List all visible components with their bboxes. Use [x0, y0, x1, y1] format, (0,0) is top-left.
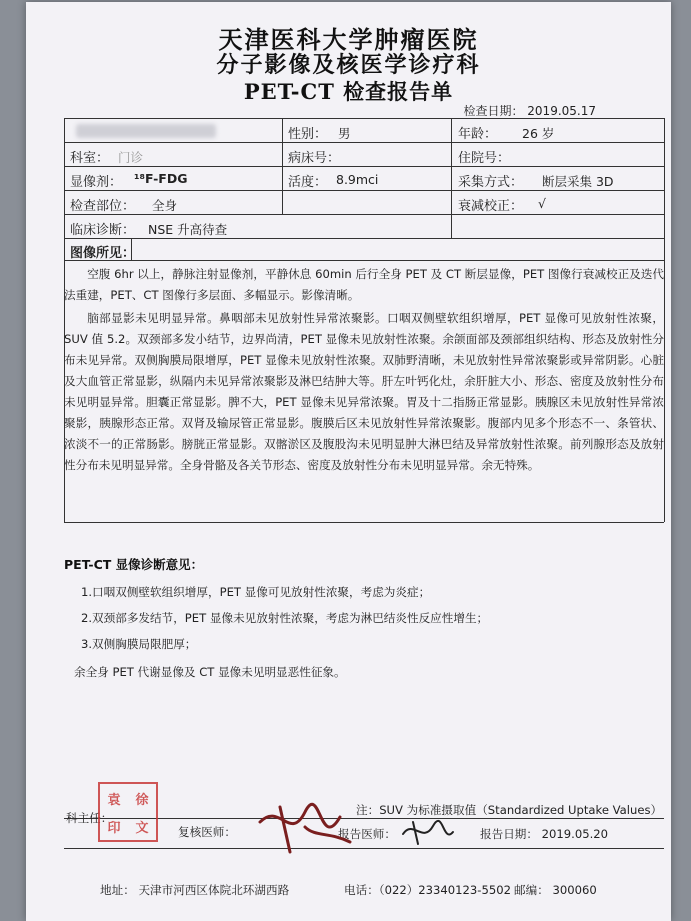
diagnosis-title: PET-CT 显像诊断意见：: [64, 557, 204, 572]
reviewer-label: 复核医师：: [178, 825, 236, 839]
report-date: 报告日期： 2019.05.20: [480, 827, 609, 841]
table-row-divider: [64, 190, 664, 191]
table-col-divider: [282, 118, 283, 214]
doctor-seal-stamp: [98, 782, 158, 842]
seal-char: 印: [107, 820, 121, 836]
findings-paragraph-1: 空腹 6hr 以上，静脉注射显像剂，平静休息 60min 后行全身 PET 及 CT 断层显像，PET 图像行衰减校正及迭代法重建，PET、CT 图像行多层面、多幅显示。影像清晰。: [64, 267, 664, 302]
reviewer-signature: [250, 792, 360, 862]
clinical-label: 临床诊断：: [70, 223, 136, 238]
clinical-value: NSE 升高待查: [148, 222, 228, 237]
atten-label: 衰减校正：: [458, 199, 524, 214]
table-border-right: [664, 118, 665, 522]
diagnosis-item-2: 2.双颈部多发结节，PET 显像未见放射性浓聚，考虑为淋巴结炎性反应性增生；: [81, 611, 489, 625]
address: 地址： 天津市河西区体院北环湖西路: [100, 883, 290, 897]
age-label: 年龄：: [458, 127, 498, 142]
table-row-divider: [64, 214, 664, 215]
seal-char: 徐: [135, 792, 149, 808]
report-title: PET-CT 检查报告单: [243, 79, 454, 104]
dept-value: 门诊: [118, 150, 144, 165]
atten-value: √: [538, 196, 546, 211]
table-border-top: [64, 118, 664, 119]
hospital-name: 天津医科大学肿瘤医院: [218, 25, 479, 54]
diagnosis-item-3: 3.双侧胸膜局限肥厚；: [81, 637, 197, 651]
supervisor-label: 科主任：: [66, 811, 113, 825]
findings-paragraph-2: 脑部显影未见明显异常。鼻咽部未见放射性异常浓聚影。口咽双侧壁软组织增厚，PET 显像可见放射性浓聚，SUV 值 5.2。双颈部多发小结节，边界尚清，PET 显像未见放射性浓聚。余颌面部及颈部组织结构、形态及放射性分布未见异常。双侧胸膜局限增厚，PET 显像未见放射性浓聚。双肺野清晰，未见放射性异常浓聚影或异常阴影。心脏及大血管正常显影，纵隔内未见异常浓聚影及淋巴结肿大等。肝左叶钙化灶，余肝脏大小、形态、密度及放射性分布未见明显异常。胆囊正常显影。脾不大，PET 显像未见异常浓聚。胃及十二指肠正常显影。胰腺区未见放射性异常浓聚影，胰腺形态正常。双肾及输尿管正常显影。腹膜后区未见放射性异常浓聚影。腹部内见多个形态不一、条管状、浓淡不一的正常肠影。膀胱正常显影。双髂淤区及腹股沟未见明显肿大淋巴结及异常放射性浓聚。前列腺形态及放射性分布未见明显异常。全身骨骼及各关节形态、密度及放射性分布未见明显异常。余无特殊。: [64, 311, 664, 472]
reporter-signature: [398, 814, 458, 850]
activity-value: 8.9mci: [336, 172, 379, 187]
site-value: 全身: [152, 198, 178, 213]
footer-divider: [64, 848, 664, 849]
acq-value: 断层采集 3D: [542, 174, 614, 189]
table-row-divider: [64, 238, 664, 239]
suv-note: 注：SUV 为标准摄取值（Standardized Uptake Values）: [356, 803, 663, 817]
table-row-divider: [64, 142, 664, 143]
table-col-divider: [451, 118, 452, 238]
table-row-divider: [64, 260, 664, 261]
dept-label: 科室：: [70, 151, 110, 166]
seal-char: 文: [135, 820, 149, 836]
reporter-label: 报告医师：: [338, 827, 396, 841]
exam-date: 检查日期： 2019.05.17: [463, 104, 596, 118]
inpatient-label: 住院号：: [458, 151, 511, 166]
diagnosis-conclusion: 余全身 PET 代谢显像及 CT 显像未见明显恶性征象。: [74, 665, 346, 679]
site-label: 检查部位：: [70, 199, 136, 214]
acq-label: 采集方式：: [458, 175, 524, 190]
redacted-name: [76, 124, 216, 138]
bed-label: 病床号：: [288, 151, 341, 166]
sex-label: 性别：: [288, 127, 328, 142]
agent-value: ¹⁸F-FDG: [134, 171, 188, 186]
table-border-bottom: [64, 522, 664, 523]
age-value: 26 岁: [522, 126, 555, 141]
diagnosis-item-1: 1.口咽双侧壁软组织增厚，PET 显像可见放射性浓聚，考虑为炎症；: [81, 585, 431, 599]
sex-value: 男: [338, 126, 351, 141]
activity-label: 活度：: [288, 175, 328, 190]
table-row-divider: [64, 166, 664, 167]
seal-char: 袁: [107, 792, 121, 808]
findings-label: 图像所见：: [70, 246, 136, 261]
agent-label: 显像剂：: [70, 175, 123, 190]
phone: 电话：（022）23340123-5502: [344, 883, 511, 897]
report-paper: [26, 2, 671, 921]
postcode: 邮编： 300060: [514, 883, 597, 897]
department-name: 分子影像及核医学诊疗科: [216, 52, 481, 78]
findings-text: [64, 264, 664, 476]
